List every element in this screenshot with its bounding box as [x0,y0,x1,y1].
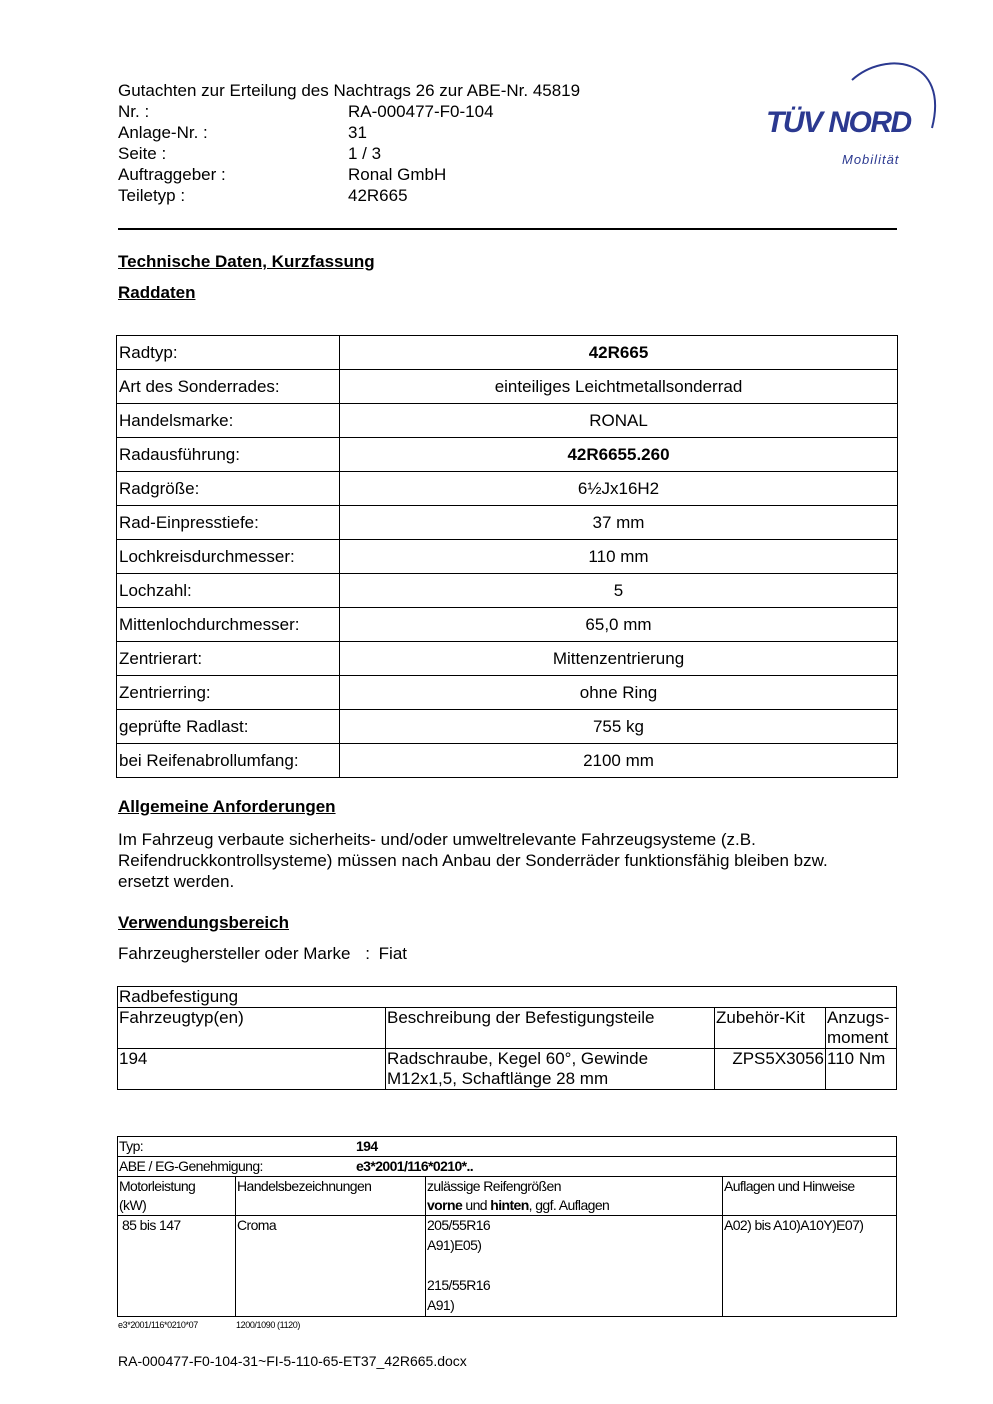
table-row: bei Reifenabrollumfang: 2100 mm [117,744,898,778]
document-footer: RA-000477-F0-104-31~FI-5-110-65-ET37_42R665.docx [118,1353,467,1369]
table-row: Zentrierart: Mittenzentrierung [117,642,898,676]
table-row: Radausführung: 42R6655.260 [117,438,898,472]
hersteller-label: Fahrzeughersteller oder Marke [118,944,351,963]
typ-table [117,1136,897,1317]
table-row: Radgröße: 6½Jx16H2 [117,472,898,506]
allgemeine-paragraph: Im Fahrzeug verbaute sicherheits- und/oder umweltrelevante Fahrzeugsysteme (z.B. Reifendruckkontrollsysteme) müssen nach Anbau der Sonderräder funktionsfähig bleiben bzw. ersetzt werden. [118,830,828,891]
table-row: Mittenlochdurchmesser: 65,0 mm [117,608,898,642]
abe-row: ABE / EG-Genehmigung: e3*2001/116*0210*.. [118,1157,897,1177]
header-row-auftraggeber: Auftraggeber : Ronal GmbH [118,165,447,184]
table-header-row: Motorleistung (kW) Handelsbezeichnungen zulässige Reifengrößen vorne und hinten, ggf. Auflagen Auflagen und Hinweise [118,1177,897,1216]
document-title: Gutachten zur Erteilung des Nachtrags 26 zur ABE-Nr. 45819 [118,81,581,100]
document-header [118,80,580,206]
table-title-row: Radbefestigung [118,987,897,1008]
typ-footnote-right: 1200/1090 (1120) [236,1320,300,1330]
header-row-nr: Nr. : RA-000477-F0-104 [118,102,494,121]
header-row-anlage: Anlage-Nr. : 31 [118,123,367,142]
section-allgemeine-anforderungen: Allgemeine Anforderungen [118,797,336,816]
table-row: geprüfte Radlast: 755 kg [117,710,898,744]
typ-row: Typ: 194 [118,1137,897,1157]
table-row: Handelsmarke: RONAL [117,404,898,438]
table-row: 194 Radschraube, Kegel 60°, Gewinde M12x1,5, Schaftlänge 28 mm ZPS5X3056 110 Nm [118,1049,897,1090]
logo-wordmark: TÜV NORD [766,106,911,139]
table-row: Zentrierring: ohne Ring [117,676,898,710]
header-row-seite: Seite : 1 / 3 [118,144,382,163]
section-technische-daten: Technische Daten, Kurzfassung [118,252,375,271]
header-row-teiletyp: Teiletyp : 42R665 [118,186,408,205]
tuv-nord-logo [760,58,945,173]
radbefestigung-table [117,986,897,1090]
table-row: Rad-Einpresstiefe: 37 mm [117,506,898,540]
table-row: Lochkreisdurchmesser: 110 mm [117,540,898,574]
header-divider [118,228,897,230]
logo-subtitle: Mobilität [842,152,900,167]
table-header-row: Fahrzeugtyp(en) Beschreibung der Befestigungsteile Zubehör-Kit Anzugs- moment [118,1008,897,1049]
section-verwendungsbereich: Verwendungsbereich [118,913,289,932]
section-raddaten: Raddaten [118,283,196,302]
table-row: Art des Sonderrades: einteiliges Leichtmetallsonderrad [117,370,898,404]
table-row: Lochzahl: 5 [117,574,898,608]
table-row: 85 bis 147 Croma 205/55R16 A91)E05) 215/55R16 A91) A02) bis A10)A10Y)E07) [118,1216,897,1317]
hersteller-value: Fiat [378,944,407,963]
raddaten-table [116,335,898,778]
hersteller-line: Fahrzeughersteller oder Marke : Fiat [118,944,407,963]
typ-footnote-left: e3*2001/116*0210*07 [118,1320,198,1330]
table-row: Radtyp: 42R665 [117,336,898,370]
